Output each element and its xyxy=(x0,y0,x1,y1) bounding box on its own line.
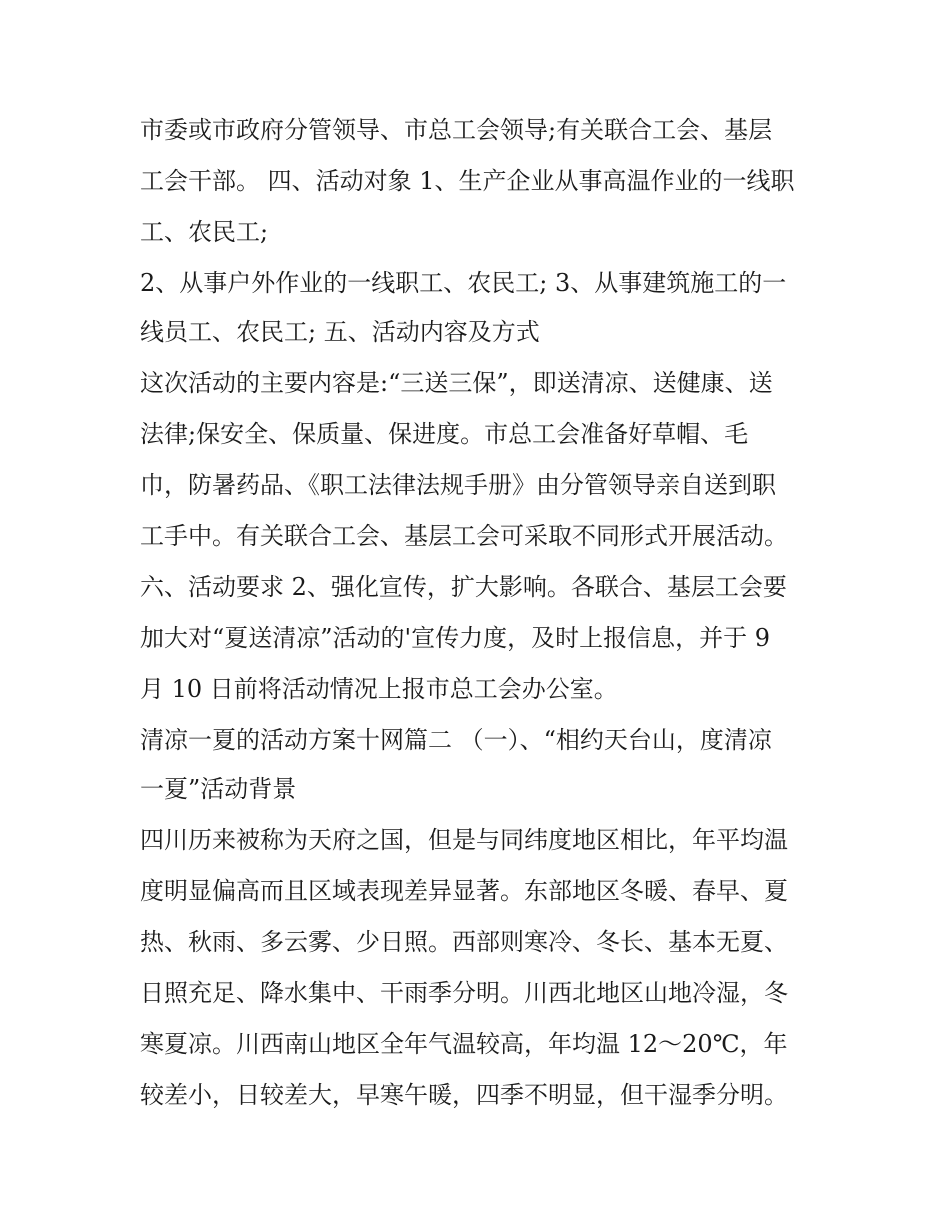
text-line: 线员工、农民工; 五、活动内容及方式 xyxy=(140,318,540,346)
text-line: 一夏”活动背景 xyxy=(140,775,297,803)
text-line: 这次活动的主要内容是:“三送三保”，即送清凉、送健康、送 xyxy=(140,369,773,397)
text-line: 热、秋雨、多云雾、少日照。西部则寒冷、冬长、基本无夏、 xyxy=(140,928,788,956)
text-line: 六、活动要求 2、强化宣传，扩大影响。各联合、基层工会要 xyxy=(140,573,787,601)
text-line: 巾，防暑药品、《职工法律法规手册》由分管领导亲自送到职 xyxy=(140,471,776,499)
text-line: 度明显偏高而且区域表现差异显著。东部地区冬暖、春早、夏 xyxy=(140,877,788,905)
text-line: 加大对“夏送清凉”活动的'宣传力度，及时上报信息，并于 9 xyxy=(140,624,771,652)
text-line: 工手中。有关联合工会、基层工会可采取不同形式开展活动。 xyxy=(140,522,788,550)
text-line: 清凉一夏的活动方案十网篇二 （一）、“相约天台山，度清凉 xyxy=(140,726,772,754)
text-line: 日照充足、降水集中、干雨季分明。川西北地区山地冷湿，冬 xyxy=(140,979,788,1007)
text-line: 月 10 日前将活动情况上报市总工会办公室。 xyxy=(140,675,618,703)
text-line: 四川历来被称为天府之国，但是与同纬度地区相比，年平均温 xyxy=(140,826,788,854)
text-line: 法律;保安全、保质量、保进度。市总工会准备好草帽、毛 xyxy=(140,420,749,448)
text-line: 2、从事户外作业的一线职工、农民工; 3、从事建筑施工的一 xyxy=(140,269,787,297)
text-line: 工会干部。 四、活动对象 1、生产企业从事高温作业的一线职 xyxy=(140,167,795,195)
text-line: 市委或市政府分管领导、市总工会领导;有关联合工会、基层 xyxy=(140,116,773,144)
text-line: 寒夏凉。川西南山地区全年气温较高，年均温 12～20℃，年 xyxy=(140,1030,788,1058)
text-line: 较差小，日较差大，早寒午暖，四季不明显，但干湿季分明。 xyxy=(140,1081,788,1109)
text-line: 工、农民工; xyxy=(140,218,269,246)
